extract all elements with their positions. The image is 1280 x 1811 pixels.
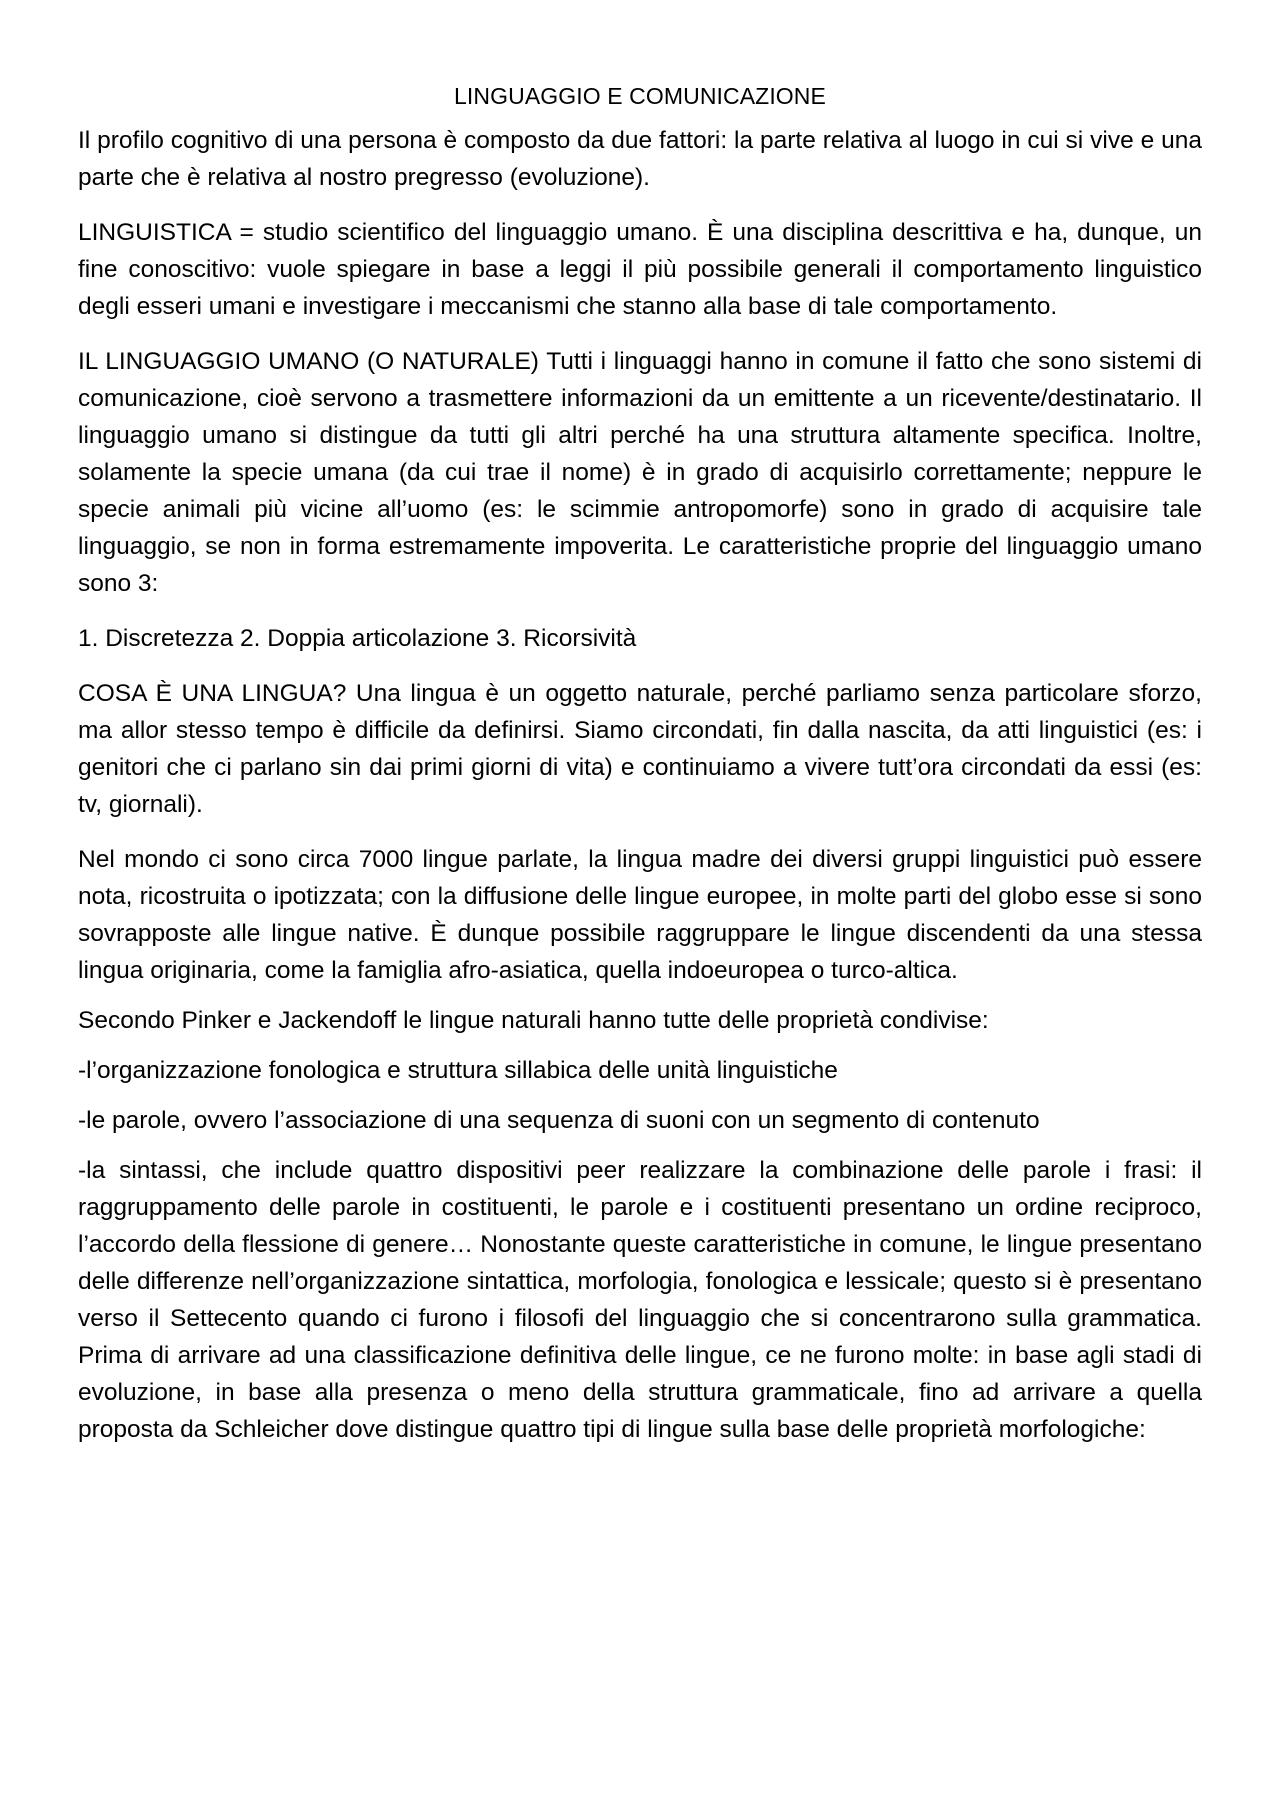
paragraph-linguistica: LINGUISTICA = studio scientifico del linguaggio umano. È una disciplina descrittiva e ha, dunque, un fine conoscitivo: vuole spiegare in base a leggi il più possibile generali il comportamento linguistico degli esseri umani e investigare i meccanismi che stanno alla base di tale comportamento. bbox=[78, 219, 1202, 320]
list-item-sintassi: -la sintassi, che include quattro dispositivi peer realizzare la combinazione delle parole i frasi: il raggruppamento delle parole in costituenti, le parole e i costituenti presentano un ordine reciproco, l’accordo della flessione di genere… Nonostante queste caratteristiche in comune, le lingue presentano delle differenze nell’organizzazione sintattica, morfologia, fonologica e lessicale; questo si è presentano verso il Settecento quando ci furono i filosofi del linguaggio che si concentrarono sulla grammatica. Prima di arrivare ad una classificazione definitiva delle lingue, ce ne furono molte: in base agli stadi di evoluzione, in base alla presenza o meno della struttura grammaticale, fino ad arrivare a quella proposta da Schleicher dove distingue quattro tipi di lingue sulla base delle proprietà morfologiche: bbox=[78, 1157, 1202, 1443]
paragraph-cognitive-profile: Il profilo cognitivo di una persona è composto da due fattori: la parte relativa al luogo in cui si vive e una parte che è relativa al nostro pregresso (evoluzione). bbox=[78, 127, 1202, 191]
document-page bbox=[78, 78, 1202, 1448]
document-title: LINGUAGGIO E COMUNICAZIONE bbox=[454, 83, 826, 109]
list-item-fonologia: -l’organizzazione fonologica e struttura sillabica delle unità linguistiche bbox=[78, 1057, 838, 1084]
paragraph-lingue-nel-mondo: Nel mondo ci sono circa 7000 lingue parlate, la lingua madre dei diversi gruppi linguistici può essere nota, ricostruita o ipotizzata; con la diffusione delle lingue europee, in molte parti del globo esse si sono sovrapposte alle lingue native. È dunque possibile raggruppare le lingue discendenti da una stessa lingua originaria, come la famiglia afro-asiatica, quella indoeuropea o turco-altica. bbox=[78, 846, 1202, 984]
paragraph-pinker-jackendoff: Secondo Pinker e Jackendoff le lingue naturali hanno tutte delle proprietà condivise: bbox=[78, 1007, 989, 1034]
paragraph-linguaggio-umano: IL LINGUAGGIO UMANO (O NATURALE) Tutti i linguaggi hanno in comune il fatto che sono sistemi di comunicazione, cioè servono a trasmettere informazioni da un emittente a un ricevente/destinatario. Il linguaggio umano si distingue da tutti gli altri perché ha una struttura altamente specifica. Inoltre, solamente la specie umana (da cui trae il nome) è in grado di acquisirlo correttamente; neppure le specie animali più vicine all’uomo (es: le scimmie antropomorfe) sono in grado di acquisire tale linguaggio, se non in forma estremamente impoverita. Le caratteristiche proprie del linguaggio umano sono 3: bbox=[78, 348, 1202, 597]
paragraph-characteristics-list: 1. Discretezza 2. Doppia articolazione 3. Ricorsività bbox=[78, 625, 637, 652]
paragraph-cosa-e-una-lingua: COSA È UNA LINGUA? Una lingua è un oggetto naturale, perché parliamo senza particolare sforzo, ma allor stesso tempo è difficile da definirsi. Siamo circondati, fin dalla nascita, da atti linguistici (es: i genitori che ci parlano sin dai primi giorni di vita) e continuiamo a vivere tutt’ora circondati da essi (es: tv, giornali). bbox=[78, 680, 1202, 818]
list-item-parole: -le parole, ovvero l’associazione di una sequenza di suoni con un segmento di contenuto bbox=[78, 1107, 1040, 1134]
